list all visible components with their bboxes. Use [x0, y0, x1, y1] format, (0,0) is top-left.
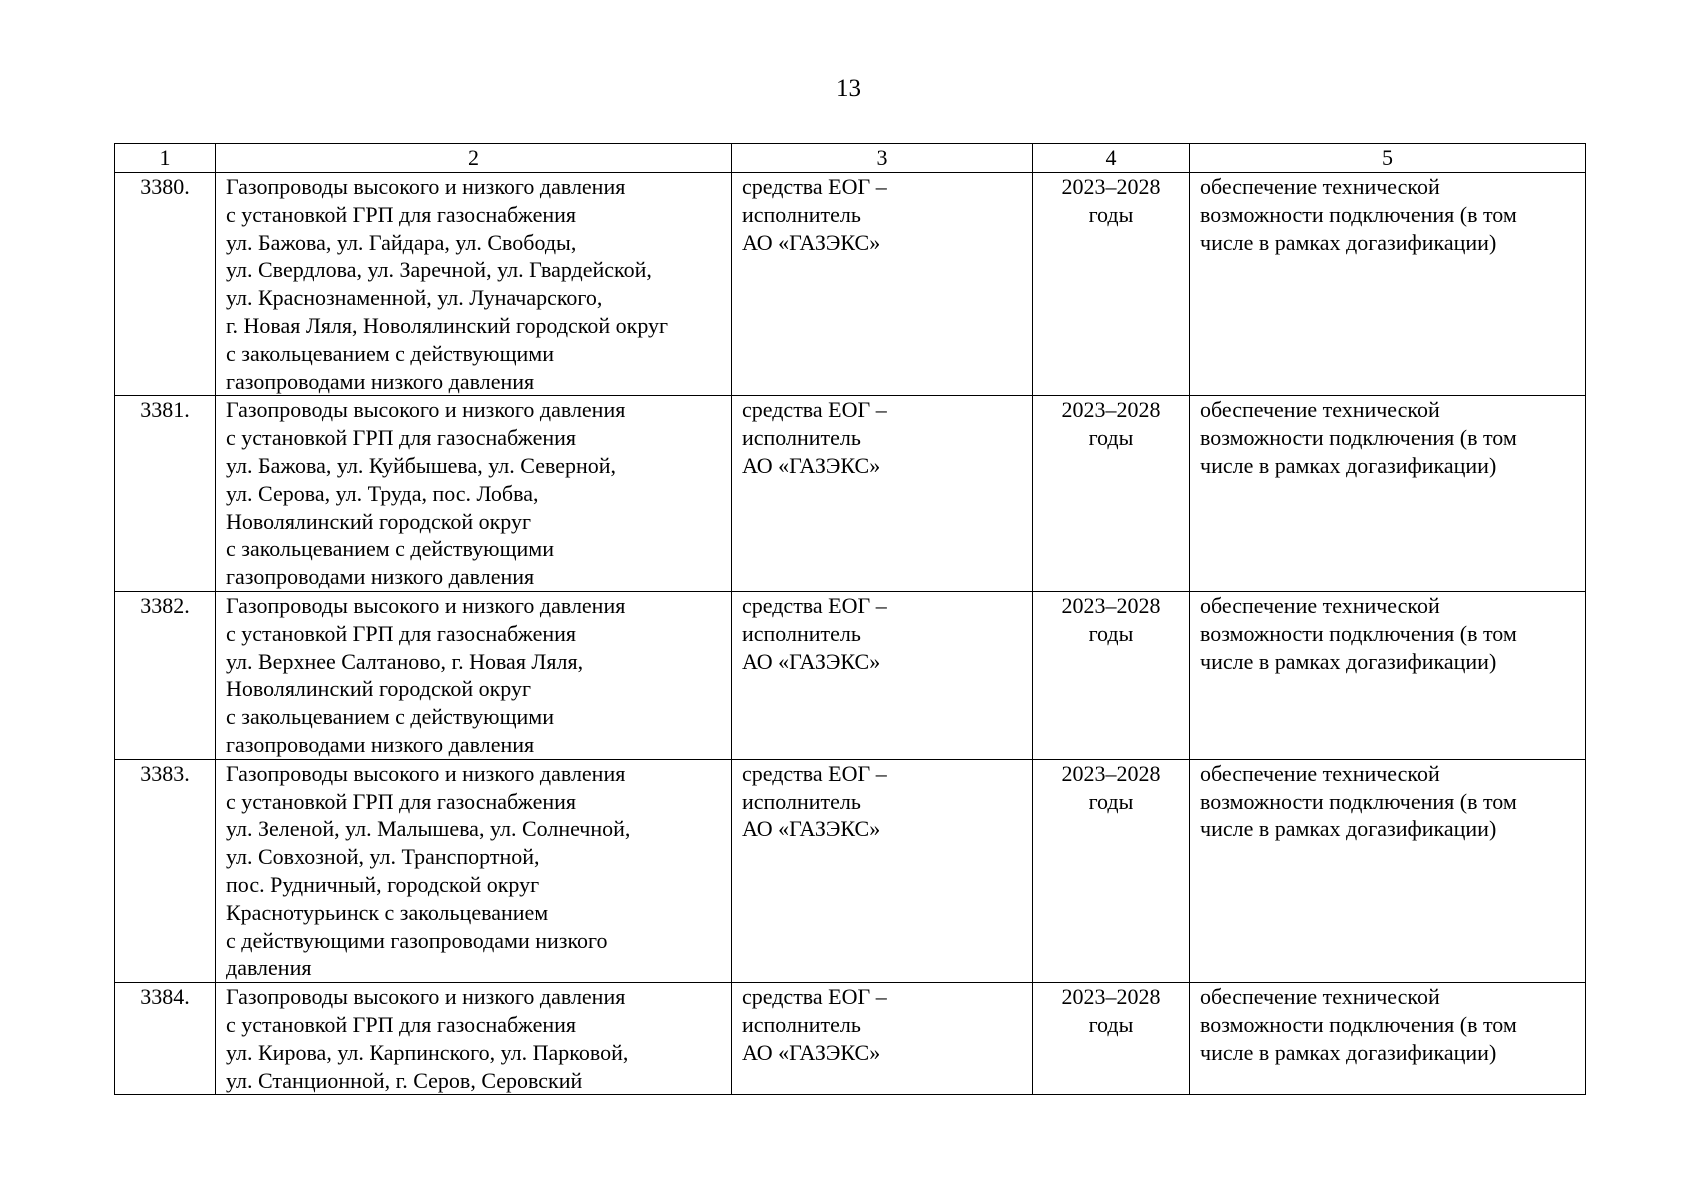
table-row: [115, 591, 1586, 759]
funding-source-cell: средства ЕОГ – исполнитель АО «ГАЗЭКС»: [732, 173, 1033, 396]
funding-source-cell: средства ЕОГ – исполнитель АО «ГАЗЭКС»: [732, 396, 1033, 592]
column-header-1: 1: [115, 144, 216, 173]
object-name-cell: Газопроводы высокого и низкого давления с установкой ГРП для газоснабжения ул. Бажова, ул. Куйбышева, ул. Северной, ул. Серова, ул. Труда, пос. Лобва, Новолялинский городской округ с закольцеванием с действующими газопроводами низкого давления: [216, 396, 732, 592]
table-row: [115, 173, 1586, 396]
purpose-cell: обеспечение технической возможности подключения (в том числе в рамках догазификации): [1190, 759, 1586, 982]
column-header-5: 5: [1190, 144, 1586, 173]
column-header-3: 3: [732, 144, 1033, 173]
funding-source-cell: средства ЕОГ – исполнитель АО «ГАЗЭКС»: [732, 759, 1033, 982]
table-row: [115, 983, 1586, 1095]
purpose-cell: обеспечение технической возможности подключения (в том числе в рамках догазификации): [1190, 983, 1586, 1095]
purpose-cell: обеспечение технической возможности подключения (в том числе в рамках догазификации): [1190, 173, 1586, 396]
row-number: 3383.: [115, 759, 216, 982]
column-number-header-row: [115, 144, 1586, 173]
period-cell: 2023–2028 годы: [1033, 591, 1190, 759]
table-row: [115, 396, 1586, 592]
column-header-2: 2: [216, 144, 732, 173]
row-number: 3382.: [115, 591, 216, 759]
funding-source-cell: средства ЕОГ – исполнитель АО «ГАЗЭКС»: [732, 983, 1033, 1095]
object-name-cell: Газопроводы высокого и низкого давления с установкой ГРП для газоснабжения ул. Зеленой, ул. Малышева, ул. Солнечной, ул. Совхозной, ул. Транспортной, пос. Рудничный, городской округ Краснотурьинск с закольцеванием с действующими газопроводами низкого давления: [216, 759, 732, 982]
table-row: [115, 759, 1586, 982]
purpose-cell: обеспечение технической возможности подключения (в том числе в рамках догазификации): [1190, 396, 1586, 592]
row-number: 3380.: [115, 173, 216, 396]
purpose-cell: обеспечение технической возможности подключения (в том числе в рамках догазификации): [1190, 591, 1586, 759]
object-name-cell: Газопроводы высокого и низкого давления с установкой ГРП для газоснабжения ул. Бажова, ул. Гайдара, ул. Свободы, ул. Свердлова, ул. Заречной, ул. Гвардейской, ул. Краснознаменной, ул. Луначарского, г. Новая Ляля, Новолялинский городской округ с закольцеванием с действующими газопроводами низкого давления: [216, 173, 732, 396]
investment-program-table: [114, 143, 1586, 1095]
period-cell: 2023–2028 годы: [1033, 396, 1190, 592]
page-number: 13: [836, 75, 861, 102]
row-number: 3381.: [115, 396, 216, 592]
funding-source-cell: средства ЕОГ – исполнитель АО «ГАЗЭКС»: [732, 591, 1033, 759]
period-cell: 2023–2028 годы: [1033, 983, 1190, 1095]
period-cell: 2023–2028 годы: [1033, 759, 1190, 982]
period-cell: 2023–2028 годы: [1033, 173, 1190, 396]
row-number: 3384.: [115, 983, 216, 1095]
object-name-cell: Газопроводы высокого и низкого давления с установкой ГРП для газоснабжения ул. Верхнее Салтаново, г. Новая Ляля, Новолялинский городской округ с закольцеванием с действующими газопроводами низкого давления: [216, 591, 732, 759]
column-header-4: 4: [1033, 144, 1190, 173]
object-name-cell: Газопроводы высокого и низкого давления с установкой ГРП для газоснабжения ул. Кирова, ул. Карпинского, ул. Парковой, ул. Станционной, г. Серов, Серовский: [216, 983, 732, 1095]
